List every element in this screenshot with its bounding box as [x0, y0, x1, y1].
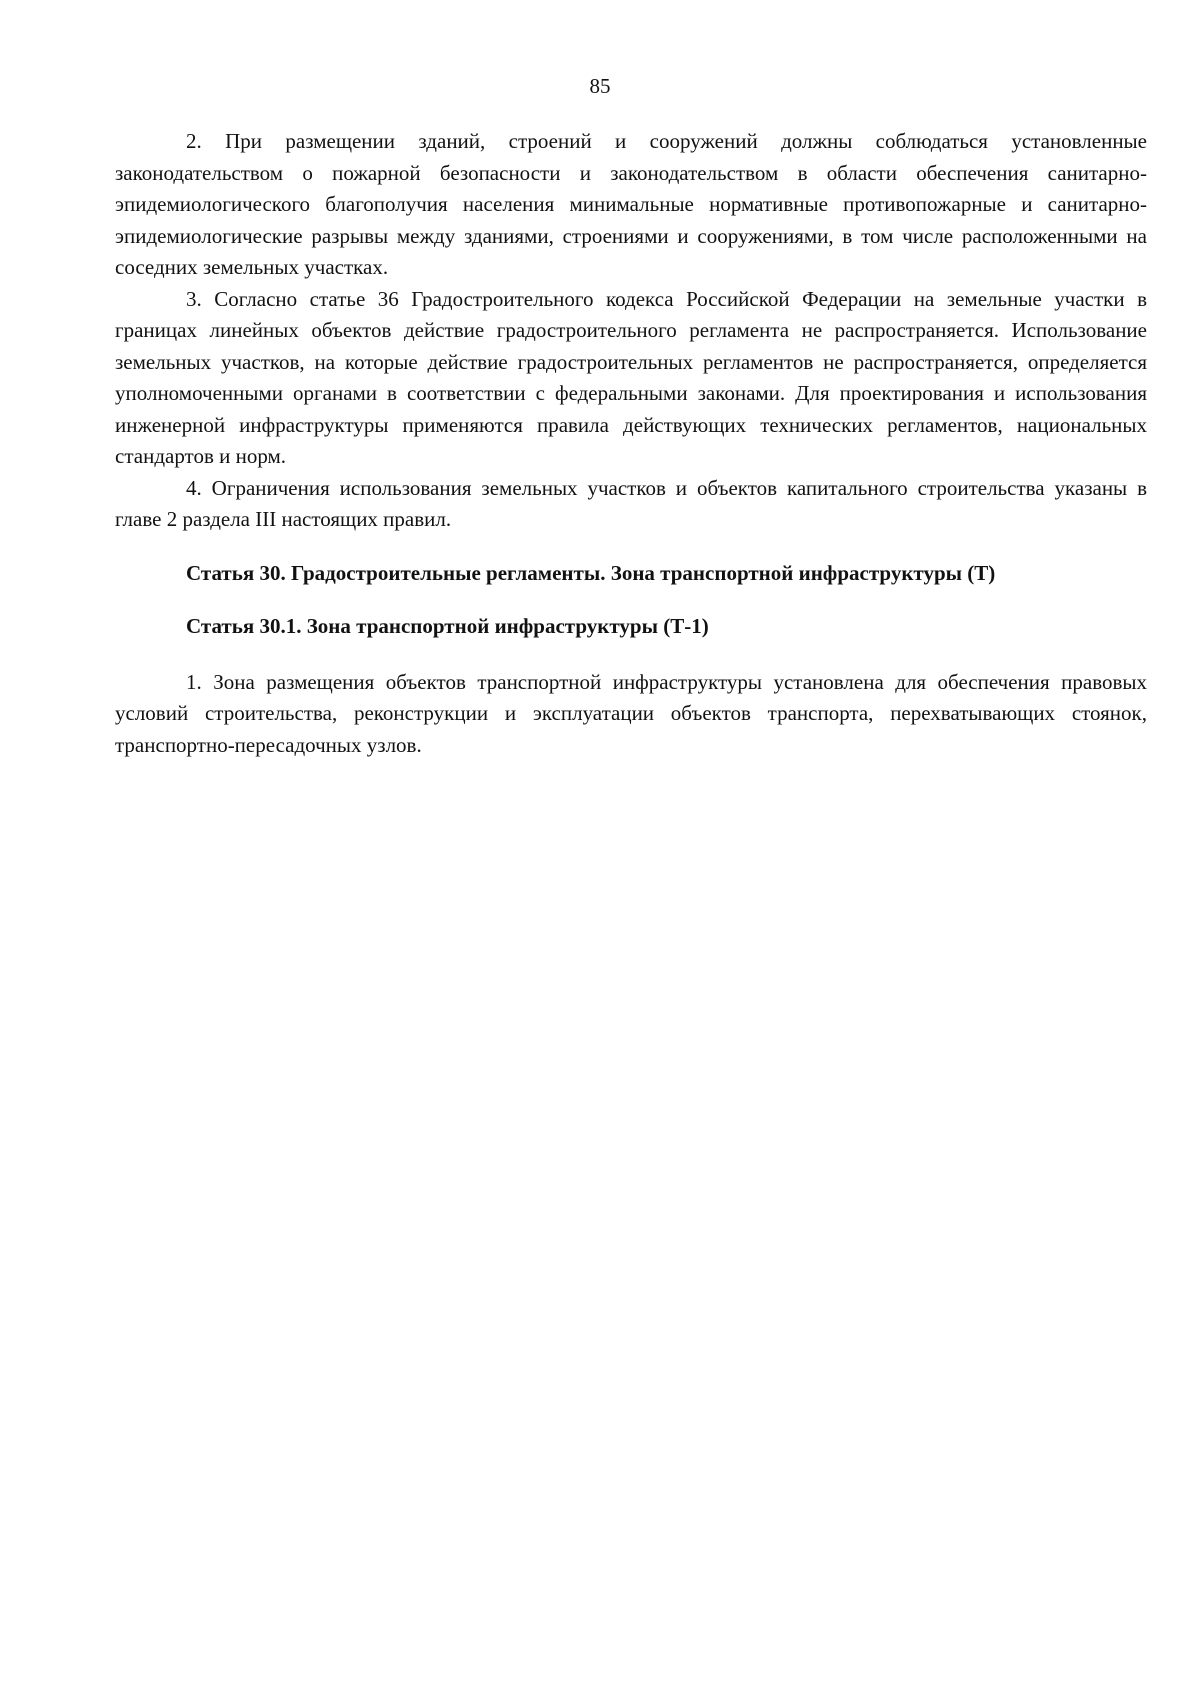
paragraph-3: 3. Согласно статье 36 Градостроительного кодекса Российской Федерации на земельные участки в границах линейных объектов действие градостроительного регламента не распространяется. Использование земельных участков, на которые действие градостроительных регламентов не распространяется, определяется уполномоченными органами в соответствии с федеральными законами. Для проектирования и использования инженерной инфраструктуры применяются правила действующих технических регламентов, национальных стандартов и норм.: [115, 286, 1147, 468]
article-30-1-paragraph-1: 1. Зона размещения объектов транспортной инфраструктуры установлена для обеспечения правовых условий строительства, реконструкции и эксплуатации объектов транспорта, перехватывающих стоянок, транспортно-пересадочных узлов.: [115, 669, 1147, 757]
page-number: 85: [589, 74, 611, 98]
paragraph-2: 2. При размещении зданий, строений и сооружений должны соблюдаться установленные законодательством о пожарной безопасности и законодательством в области обеспечения санитарно-эпидемиологического благополучия населения минимальные нормативные противопожарные и санитарно-эпидемиологические разрывы между зданиями, строениями и сооружениями, в том числе расположенными на соседних земельных участках.: [115, 129, 1147, 279]
paragraph-4: 4. Ограничения использования земельных участков и объектов капитального строительства указаны в главе 2 раздела III настоящих правил.: [115, 475, 1147, 531]
article-30-1-heading: Статья 30.1. Зона транспортной инфраструктуры (Т-1): [186, 614, 709, 638]
document-body: [115, 126, 1147, 761]
article-30-heading: Статья 30. Градостроительные регламенты. Зона транспортной инфраструктуры (Т): [186, 560, 996, 585]
